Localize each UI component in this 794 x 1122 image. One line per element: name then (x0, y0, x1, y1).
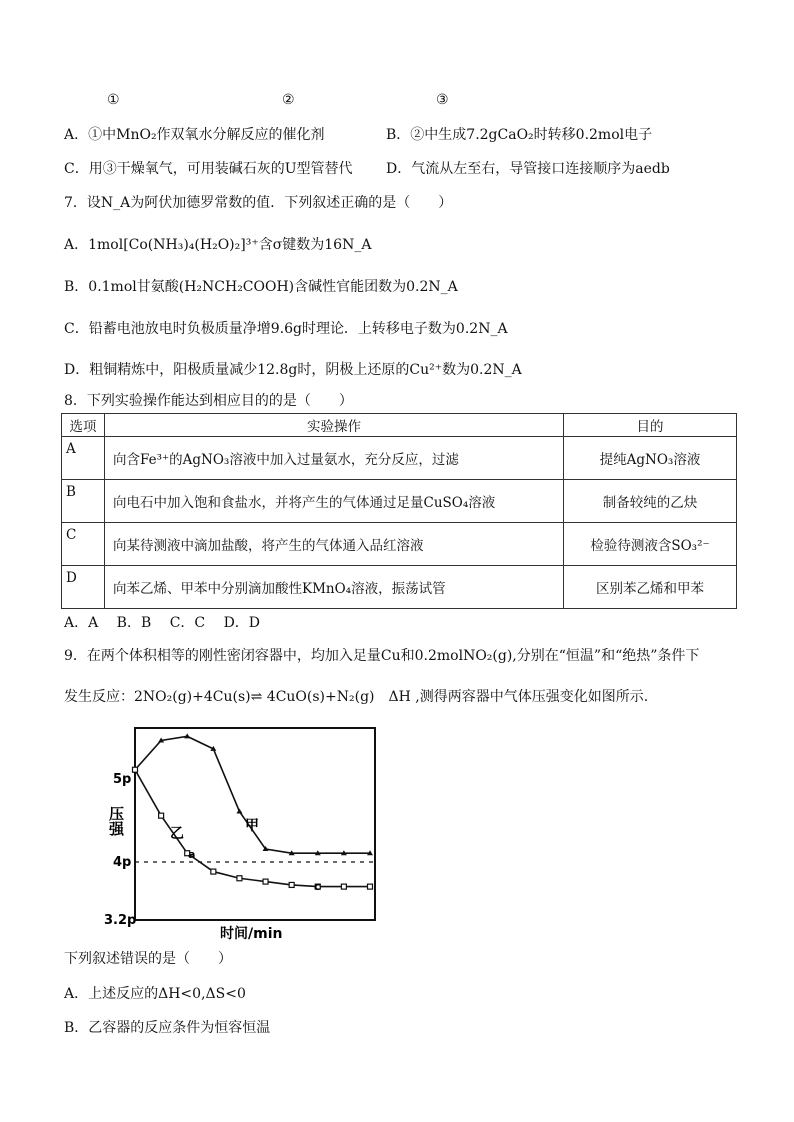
table-row (62, 566, 737, 609)
row-operation: 向苯乙烯、甲苯中分别滴加酸性KMnO₄溶液，振荡试管 (105, 566, 564, 609)
data-point-1-8 (341, 884, 346, 889)
row-purpose: 区别苯乙烯和甲苯 (564, 566, 737, 609)
row-operation: 向某待测液中滴加盐酸，将产生的气体通入品红溶液 (105, 523, 564, 566)
q6-option-a: A．①中MnO₂作双氧水分解反应的催化剂 (64, 127, 325, 143)
header-operation: 实验操作 (105, 414, 564, 437)
x-axis-label: 时间/min (220, 926, 283, 942)
point-label-a: a (188, 848, 196, 861)
label-circle-3: ③ (436, 92, 449, 108)
table-row (62, 437, 737, 480)
q7-option-b: B．0.1mol甘氨酸(H₂NCH₂COOH)含碱性官能团数为0.2N_A (64, 279, 458, 295)
q6-option-c: C．用③干燥氧气，可用装碱石灰的U型管替代 (64, 161, 353, 177)
q8-stem: 8．下列实验操作能达到相应目的的是（ ） (64, 393, 353, 409)
series-label-yi: 乙 (170, 826, 184, 842)
q9-line1: 9．在两个体积相等的刚性密闭容器中，均加入足量Cu和0.2molNO₂(g),分别在“恒温”和“绝热”条件下 (64, 648, 700, 664)
y-tick-3-2p: 3.2p (104, 913, 137, 928)
row-purpose: 提纯AgNO₃溶液 (564, 437, 737, 480)
q8-answers: A．A B．B C．C D．D (64, 615, 261, 631)
row-option: B (62, 480, 105, 523)
label-circle-1: ① (107, 92, 120, 108)
q9-option-b: B．乙容器的反应条件为恒容恒温 (64, 1020, 271, 1036)
data-point-1-5 (263, 879, 268, 884)
row-purpose: 制备较纯的乙炔 (564, 480, 737, 523)
q9-line2: 发生反应：2NO₂(g)+4Cu(s)⇌ 4CuO(s)+N₂(g) ΔH ,测得两容器中气体压强变化如图所示. (64, 689, 649, 705)
series-label-jia: 甲 (245, 818, 259, 834)
y-axis-label: 压强 (107, 806, 125, 836)
data-point-1-9 (368, 884, 373, 889)
row-purpose: 检验待测液含SO₃²⁻ (564, 523, 737, 566)
q7-option-d: D．粗铜精炼中，阳极质量减少12.8g时，阴极上还原的Cu²⁺数为0.2N_A (64, 362, 522, 378)
row-operation: 向含Fe³⁺的AgNO₃溶液中加入过量氨水，充分反应，过滤 (105, 437, 564, 480)
data-point-1-6 (289, 882, 294, 887)
q7-option-c: C．铅蓄电池放电时负极质量净增9.6g时理论．上转移电子数为0.2N_A (64, 321, 508, 337)
table-header-row (62, 414, 737, 437)
q6-option-b: B．②中生成7.2gCaO₂时转移0.2mol电子 (386, 127, 653, 143)
q7-stem: 7．设N_A为阿伏加德罗常数的值．下列叙述正确的是（ ） (64, 195, 453, 211)
y-tick-5p: 5p (113, 772, 132, 787)
data-point-1-4 (237, 876, 242, 881)
q9-option-a: A．上述反应的ΔH<0,ΔS<0 (64, 986, 246, 1002)
header-purpose: 目的 (564, 414, 737, 437)
row-operation: 向电石中加入饱和食盐水，并将产生的气体通过足量CuSO₄溶液 (105, 480, 564, 523)
label-circle-2: ② (282, 92, 295, 108)
data-point-0-4 (236, 808, 242, 813)
q9-prompt: 下列叙述错误的是（ ） (64, 951, 232, 967)
q6-option-d: D．气流从左至右，导管接口连接顺序为aedb (386, 161, 670, 177)
series-layer (132, 733, 373, 889)
row-option: D (62, 566, 105, 609)
pressure-time-graph (100, 718, 390, 946)
data-point-1-3 (211, 869, 216, 874)
q7-option-a: A．1mol[Co(NH₃)₄(H₂O)₂]³⁺含σ键数为16N_A (64, 237, 372, 253)
table-row (62, 523, 737, 566)
table-row (62, 480, 737, 523)
row-option: C (62, 523, 105, 566)
experiment-table (61, 413, 737, 609)
row-option: A (62, 437, 105, 480)
data-point-0-2 (184, 733, 190, 738)
point-label-c: c (314, 880, 321, 893)
data-point-1-0 (133, 767, 138, 772)
data-point-1-1 (159, 813, 164, 818)
header-option: 选项 (62, 414, 105, 437)
y-tick-4p: 4p (113, 855, 132, 870)
